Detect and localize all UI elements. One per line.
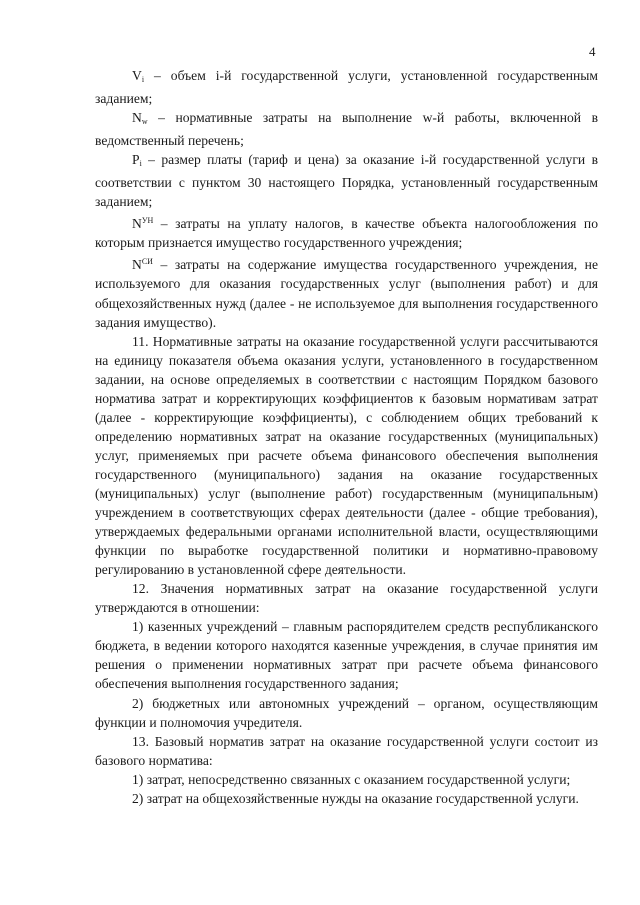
symbol-n: N [132, 110, 142, 126]
symbol-nyn: N [132, 216, 142, 232]
paragraph-11: 11. Нормативные затраты на оказание государственной услуги рассчитываются на единицу показателя объема оказания услуги, установленного в государственном задании, на основе определяемых в соответствии с настоящим Порядком базового норматива затрат и корректирующих коэффициентов к базовым нормативам затрат (далее - корректирующие коэффициенты), с соблюдением общих требований к определению нормативных затрат на оказание государственных (муниципальных) услуг, применяемых при расчете объема финансового обеспечения выполнения государственного (муниципального) задания на оказание государственных (муниципальных) услуг (выполнение работ) государственным (муниципальным) учреждением в соответствующих сферах деятельности (далее - общие требования), утверждаемых федеральными органами исполнительной власти, осуществляющими функции по выработке государственной политики и нормативно-правовому регулированию в установленной сфере деятельности. [95, 333, 598, 578]
definition-v-text: – объем i-й государственной услуги, установленной государственным заданием; [95, 68, 598, 107]
definition-nyn-text: – затраты на уплату налогов, в качестве объекта налогообложения по которым признается имущество государственного учреждения; [95, 216, 598, 251]
paragraph-13-item-1: 1) затрат, непосредственно связанных с оказанием государственной услуги; [132, 771, 571, 787]
definition-nci-text: – затраты на содержание имущества государственного учреждения, не используемого для оказания государственных услуг (выполнения работ) и для общехозяйственных нужд (далее - не используемое для выполнения государственного задания имущество). [95, 257, 598, 330]
symbol-n-sub: w [141, 117, 148, 127]
symbol-nyn-sup: УН [141, 216, 154, 226]
paragraph-12: 12. Значения нормативных затрат на оказание государственной услуги утверждаются в отношении: [95, 581, 598, 616]
symbol-v: V [132, 68, 142, 83]
paragraph-12-item-2: 2) бюджетных или автономных учреждений – органом, осуществляющим функции и полномочия учредителя. [95, 695, 598, 730]
symbol-nci-sup: СИ [141, 257, 153, 267]
symbol-p-sub: i [139, 159, 142, 169]
definition-p-text: – размер платы (тариф и цена) за оказание i-й государственной услуги в соответствии с пунктом 30 настоящего Порядка, установленный государственным заданием; [95, 152, 598, 210]
definition-nci [95, 252, 598, 331]
document-body [95, 66, 598, 808]
symbol-p: P [132, 152, 140, 168]
paragraph-13: 13. Базовый норматив затрат на оказание государственной услуги состоит из базового норматива: [95, 733, 598, 768]
paragraph-12-item-1: 1) казенных учреждений – главным распорядителем средств республиканского бюджета, в ведении которого находятся казенные учреждения, в случае принятия им решения о применении нормативных затрат при расчете объема финансового обеспечения выполнения государственного задания; [95, 619, 598, 692]
definition-v [95, 66, 598, 108]
paragraph-13-item-2: 2) затрат на общехозяйственные нужды на оказание государственной услуги. [132, 790, 579, 806]
symbol-nci: N [132, 257, 142, 273]
symbol-v-sub: i [141, 75, 145, 84]
definition-n-text: – нормативные затраты на выполнение w-й работы, включенной в ведомственный перечень; [95, 110, 598, 149]
definition-n [95, 108, 598, 150]
definition-p [95, 150, 598, 211]
page-number: 4 [589, 44, 596, 59]
definition-nyn [95, 211, 598, 252]
